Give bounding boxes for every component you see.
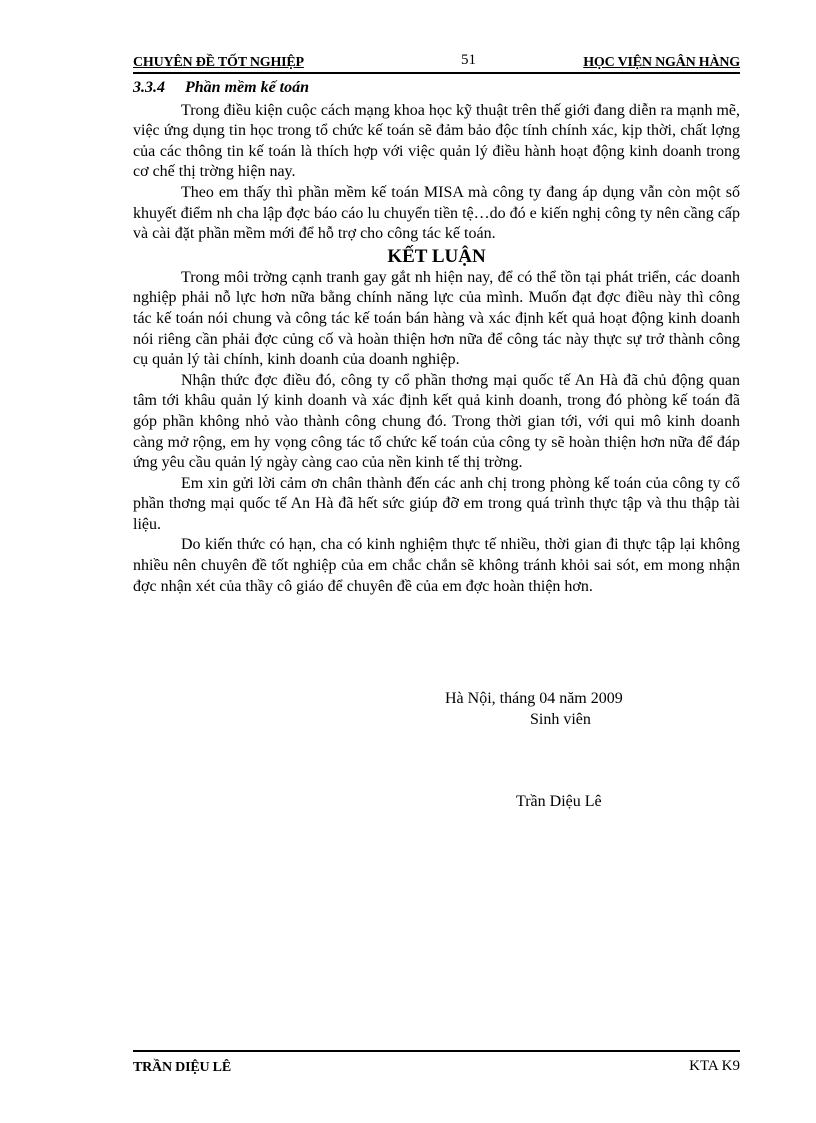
page-header <box>133 52 740 74</box>
footer-class-code: KTA K9 <box>689 1058 740 1074</box>
section-paragraph: Theo em thấy thì phần mềm kế toán MISA mà công ty đang áp dụng vẫn còn một số khuyết điểm nh cha lập đợc báo cáo lu chuyển tiền tệ…do đó e kiến nghị công ty nên cầng cấp và cài đặt phần mềm mới để hỗ trợ cho công tác kế toán. <box>133 183 740 243</box>
section-title: Phần mềm kế toán <box>185 79 310 96</box>
conclusion-paragraph: Em xin gửi lời cảm ơn chân thành đến các anh chị trong phòng kế toán của công ty cổ phần thơng mại quốc tế An Hà đã hết sức giúp đỡ em trong quá trình thực tập và thu thập tài liệu. <box>133 474 740 533</box>
section-heading <box>133 78 740 99</box>
conclusion-paragraph: Do kiến thức có hạn, cha có kinh nghiệm thực tế nhiều, thời gian đi thực tập lại không nhiều nên chuyên đề tốt nghiệp của em chắc chắn sẽ không tránh khỏi sai sót, em mong nhận đợc nhận xét của thầy cô giáo để chuyên đề của em đợc hoàn thiện hơn. <box>133 536 740 595</box>
section-paragraph: Trong điều kiện cuộc cách mạng khoa học kỹ thuật trên thế giới đang diễn ra mạnh mẽ, việc ứng dụng tin học trong tổ chức kế toán sẽ đảm bảo độc tính chính xác, kịp thời, chất lợng của các thông tin kế toán là thích hợp với việc quản lý điều hành hoạt động kinh doanh trong cơ chế thị trờng hiện nay. <box>133 101 740 181</box>
page-body <box>133 78 740 597</box>
page-footer <box>133 1050 740 1074</box>
footer-author: TRẦN DIỆU LÊ <box>133 1060 231 1075</box>
signature-name: Trần Diệu Lê <box>516 793 602 810</box>
signature-role: Sinh viên <box>530 711 591 728</box>
header-institution: HỌC VIỆN NGÂN HÀNG <box>583 55 740 70</box>
conclusion-paragraph: Nhận thức đợc điều đó, công ty cổ phần thơng mại quốc tế An Hà đã chủ động quan tâm tới khâu quản lý kinh doanh và xác định kết quả kinh doanh, trong đó phòng kế toán đã góp phần không nhỏ vào thành công chung đó. Trong thời gian tới, với qui mô kinh doanh càng mở rộng, em hy vọng công tác tổ chức kế toán của công ty sẽ hoàn thiện hơn nữa để đáp ứng yêu cầu quản lý ngày càng cao của nền kinh tế thị trờng. <box>133 371 740 472</box>
header-document-type: CHUYÊN ĐỀ TỐT NGHIỆP <box>133 55 304 70</box>
conclusion-heading: KẾT LUẬN <box>387 245 486 267</box>
signature-place-date: Hà Nội, tháng 04 năm 2009 <box>445 690 623 707</box>
page-number: 51 <box>461 52 476 68</box>
section-number: 3.3.4 <box>133 79 165 96</box>
conclusion-paragraph: Trong môi trờng cạnh tranh gay gắt nh hiện nay, để có thể tồn tại phát triển, các doanh nghiệp phải nỗ lực hơn nữa bằng chính năng lực của mình. Muốn đạt đợc điều này thì công tác kế toán nói chung và công tác kế toán bán hàng và xác định kết quả hoạt động kinh doanh nói riêng cần phải đợc củng cố và hoàn thiện hơn nữa để công tác này thực sự trở thành công cụ quản lý tài chính, kinh doanh của doanh nghiệp. <box>133 268 740 369</box>
